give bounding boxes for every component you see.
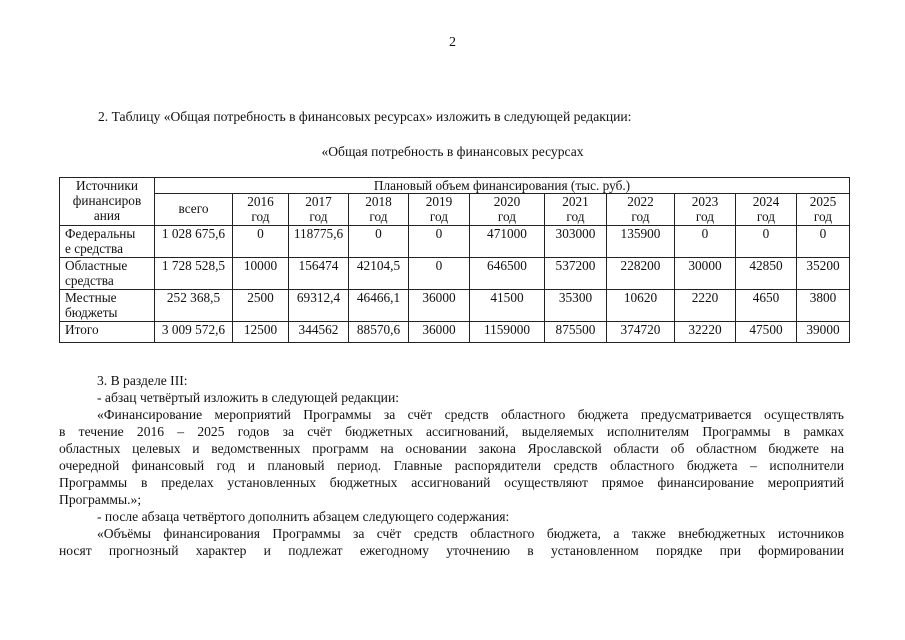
- cell: 646500: [470, 258, 545, 290]
- cell: 156474: [289, 258, 349, 290]
- cell-total: 252 368,5: [155, 290, 233, 322]
- cell: 0: [409, 226, 470, 258]
- cell: 875500: [545, 322, 607, 343]
- plan-header-cell: Плановый объем финансирования (тыс. руб.): [155, 178, 850, 194]
- column-header-2018: 2018 год: [349, 194, 409, 226]
- column-header-2022: 2022 год: [607, 194, 675, 226]
- cell: 4650: [736, 290, 797, 322]
- cell: 35300: [545, 290, 607, 322]
- table-row-local: [60, 290, 850, 322]
- cell: 3800: [797, 290, 850, 322]
- cell: 374720: [607, 322, 675, 343]
- cell: 30000: [675, 258, 736, 290]
- quote-2-line: носят прогнозный характер и подлежат ежегодному уточнению в установленном порядке при формировании: [59, 543, 844, 558]
- cell: 39000: [797, 322, 850, 343]
- cell: 471000: [470, 226, 545, 258]
- cell: 537200: [545, 258, 607, 290]
- cell: 2500: [233, 290, 289, 322]
- financing-table: [59, 177, 850, 343]
- cell: 36000: [409, 322, 470, 343]
- column-header-2016: 2016 год: [233, 194, 289, 226]
- table-title: «Общая потребность в финансовых ресурсах: [321, 144, 584, 159]
- quote-1-line: Программы.»;: [59, 492, 142, 507]
- cell: 10620: [607, 290, 675, 322]
- column-header-total: всего: [155, 194, 233, 226]
- quote-1-line: в течение 2016 – 2025 годов за счёт бюджетных ассигнований, выделяемых исполнителям Программы в рамках: [59, 424, 844, 439]
- item-2-text: 2. Таблицу «Общая потребность в финансовых ресурсах» изложить в следующей редакции:: [98, 109, 632, 124]
- section-3-heading: 3. В разделе III:: [97, 373, 188, 388]
- column-header-2023: 2023 год: [675, 194, 736, 226]
- cell: 32220: [675, 322, 736, 343]
- table-row-regional: [60, 258, 850, 290]
- quote-2-line: «Объёмы финансирования Программы за счёт средств областного бюджета, а также внебюджетных источников: [97, 526, 844, 541]
- dash-item-1: - абзац четвёртый изложить в следующей редакции:: [97, 390, 400, 405]
- column-header-2017: 2017 год: [289, 194, 349, 226]
- cell: 303000: [545, 226, 607, 258]
- cell: 0: [349, 226, 409, 258]
- cell: 2220: [675, 290, 736, 322]
- cell: 41500: [470, 290, 545, 322]
- cell: 10000: [233, 258, 289, 290]
- cell: 47500: [736, 322, 797, 343]
- row-label: Федеральны е средства: [60, 226, 155, 258]
- cell: 0: [797, 226, 850, 258]
- cell: 0: [675, 226, 736, 258]
- cell-total: 3 009 572,6: [155, 322, 233, 343]
- table-row-federal: [60, 226, 850, 258]
- section-3: [59, 372, 844, 559]
- table-row-total: [60, 322, 850, 343]
- cell: 36000: [409, 290, 470, 322]
- source-header-cell: Источники финансиров ания: [60, 178, 155, 226]
- cell: 1159000: [470, 322, 545, 343]
- quote-1-line: очередной финансовый год и плановый период. Главные распорядители средств областного бюджета – исполнители: [59, 458, 844, 473]
- quote-1-line: «Финансирование мероприятий Программы за счёт средств областного бюджета предусматривается осуществлять: [97, 407, 844, 422]
- cell-total: 1 028 675,6: [155, 226, 233, 258]
- column-header-2019: 2019 год: [409, 194, 470, 226]
- column-header-2025: 2025 год: [797, 194, 850, 226]
- table-year-row: [60, 194, 850, 226]
- cell: 344562: [289, 322, 349, 343]
- cell: 35200: [797, 258, 850, 290]
- column-header-2024: 2024 год: [736, 194, 797, 226]
- cell: 135900: [607, 226, 675, 258]
- quote-1-line: Программы в пределах установленных бюджетных ассигнований осуществляют прямое финансирование мероприятий: [59, 475, 844, 490]
- cell: 0: [233, 226, 289, 258]
- cell: 0: [736, 226, 797, 258]
- dash-item-2: - после абзаца четвёртого дополнить абзацем следующего содержания:: [97, 509, 510, 524]
- row-label: Областные средства: [60, 258, 155, 290]
- cell: 12500: [233, 322, 289, 343]
- cell: 42850: [736, 258, 797, 290]
- cell: 88570,6: [349, 322, 409, 343]
- cell: 69312,4: [289, 290, 349, 322]
- cell: 42104,5: [349, 258, 409, 290]
- cell-total: 1 728 528,5: [155, 258, 233, 290]
- page-number: 2: [449, 35, 456, 50]
- cell: 46466,1: [349, 290, 409, 322]
- row-label: Местные бюджеты: [60, 290, 155, 322]
- cell: 0: [409, 258, 470, 290]
- quote-1-line: областных целевых и ведомственных программ на основании закона Ярославской области об областном бюджете на: [59, 441, 844, 456]
- table-header-row: [60, 178, 850, 194]
- cell: 228200: [607, 258, 675, 290]
- column-header-2020: 2020 год: [470, 194, 545, 226]
- row-label: Итого: [60, 322, 155, 343]
- column-header-2021: 2021 год: [545, 194, 607, 226]
- cell: 118775,6: [289, 226, 349, 258]
